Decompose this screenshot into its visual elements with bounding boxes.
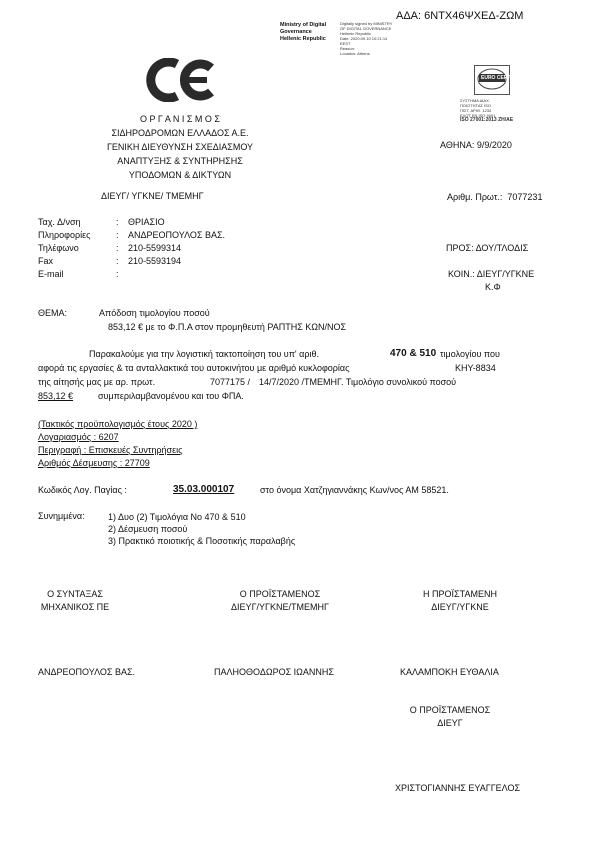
subject-label: ΘΕΜΑ:: [38, 308, 68, 318]
body-line4: συμπεριλαμβανομένου και του ΦΠΑ.: [98, 391, 244, 401]
date: ΑΘΗΝΑ: 9/9/2020: [440, 140, 512, 150]
total-amount: 853,12 €: [38, 391, 74, 401]
contact-phone: Τηλέφωνο : 210-5599314: [38, 243, 182, 253]
attachment-item: 3) Πρακτικό ποιοτικής & Ποσοτικής παραλαβής: [108, 536, 296, 546]
contact-fax: Fax : 210-5593194: [38, 256, 182, 266]
euro-cert-badge: EURO CERT: [474, 65, 510, 95]
attachment-item: 1) Δυο (2) Τιμολόγια Νο 470 & 510: [108, 512, 246, 522]
signature-name-director: ΧΡΙΣΤΟΓΙΑΝΝΗΣ ΕΥΑΓΓΕΛΟΣ: [395, 783, 521, 793]
signature-role-head-dept: Ο ΠΡΟΪΣΤΑΜΕΝΟΣ ΔΙΕΥΓ/ΥΓΚΝΕ/ΤΜΕΜΗΓ: [231, 589, 329, 612]
signature-role-head-div: Η ΠΡΟΪΣΤΑΜΕΝΗ ΔΙΕΥΓ/ΥΓΚΝΕ: [423, 589, 497, 612]
protocol-number: Αριθμ. Πρωτ.: 7077231: [447, 192, 543, 202]
attachment-item: 2) Δέσμευση ποσού: [108, 524, 188, 534]
recipient-cc2: Κ.Φ: [485, 282, 501, 292]
contact-address: Ταχ. Δ/νση : ΘΡΙΑΣΙΟ: [38, 217, 165, 227]
body-line2: αφορά τις εργασίες & τα ανταλλακτικά του αυτοκινήτου με αριθμό κυκλοφορίας: [38, 363, 350, 373]
plate-number: ΚΗΥ-8834: [455, 363, 496, 373]
signature-name-author: ΑΝΔΡΕΟΠΟΥΛΟΣ ΒΑΣ.: [38, 667, 136, 677]
subject-line1: Απόδοση τιμολογίου ποσού: [99, 308, 210, 318]
body-line3: της αίτησής μας με αρ. πρωτ.: [38, 377, 156, 387]
body-line1: Παρακαλούμε για την λογιστική τακτοποίηση του υπ' αριθ.: [89, 349, 319, 359]
body-line3-end: 14/7/2020 /ΤΜΕΜΗΓ. Τιμολόγιο συνολικού ποσού: [259, 377, 457, 387]
attachments-list: [108, 511, 295, 547]
budget-block: (Τακτικός προϋπολογισμός έτους 2020 ) Λογαριασμός : 6207 Περιγραφή : Επισκευές Συντηρήσεις Αριθμός Δέσμευσης : 27709: [38, 419, 198, 468]
ministry-name: Ministry of Digital Governance Hellenic Republic: [280, 22, 327, 42]
code-desc: στο όνομα Χατζηγιαννάκης Κων/νος ΑΜ 58521.: [260, 485, 449, 495]
request-protocol: 7077175 /: [210, 377, 251, 387]
ada-code: ΑΔΑ: 6ΝΤΧ46ΨΧΕΔ-ΖΩΜ: [396, 10, 524, 22]
invoice-numbers: 470 & 510: [390, 348, 437, 359]
signature-name-head-div: ΚΑΛΑΜΠΟΚΗ ΕΥΘΑΛΙΑ: [400, 667, 499, 677]
signature-role-author: Ο ΣΥΝΤΑΞΑΣ ΜΗΧΑΝΙΚΟΣ ΠΕ: [40, 589, 110, 612]
signature-name-head-dept: ΠΑΛΗΟΘΟΔΩΡΟΣ ΙΩΑΝΝΗΣ: [214, 667, 334, 677]
code-label: Κωδικός Λογ. Παγίας :: [38, 485, 127, 495]
contact-email: E-mail :: [38, 269, 119, 279]
ose-logo: [141, 58, 219, 102]
code-value: 35.03.000107: [173, 484, 235, 495]
digital-signature-text: Digitally signed by MINISTRY OF DIGITAL GOVERNANCE Hellenic Republic Date: 2020.09.10 10:21:14 EEST Reason: Location: Athens: [340, 21, 393, 56]
recipient-to: ΠΡΟΣ: ΔΟΥ/ΤΛΟΔΙΣ: [446, 243, 529, 253]
signature-role-director: Ο ΠΡΟΪΣΤΑΜΕΝΟΣ ΔΙΕΥΓ: [409, 705, 491, 728]
cert-text: ΣΥΣΤΗΜΑ ΔΙΑΧ. ΠΟΙΟΤΗΤΑΣ ISO ΠΙΣΤ. ΑΡΙΘ. 1234 ΕΛΟΤ EN ISO 9001 ISO 27001:2013 ΖΗ/ΑΕ: [460, 98, 514, 123]
subject-line2: 853,12 € με το Φ.Π.Α στον προμηθευτή ΡΑΠΤΗΣ ΚΩΝ/ΝΟΣ: [108, 322, 347, 332]
org-block: Ο Ρ Γ Α Ν Ι Σ Μ Ο Σ ΣΙΔΗΡΟΔΡΟΜΩΝ ΕΛΛΑΔΟΣ Α.Ε. ΓΕΝΙΚΗ ΔΙΕΥΘΥΝΣΗ ΣΧΕΔΙΑΣΜΟΥ ΑΝΑΠΤΥΞΗΣ & ΣΥΝΤΗΡΗΣΗΣ ΥΠΟΔΟΜΩΝ & ΔΙΚΤΥΩΝ: [106, 114, 254, 180]
department: ΔΙΕΥΓ/ ΥΓΚΝΕ/ ΤΜΕΜΗΓ: [101, 191, 204, 201]
contact-info: Πληροφορίες : ΑΝΔΡΕΟΠΟΥΛΟΣ ΒΑΣ.: [38, 230, 226, 240]
recipient-cc: ΚΟΙΝ.: ΔΙΕΥΓ/ΥΓΚΝΕ: [448, 269, 535, 279]
body-line1-end: τιμολογίου που: [440, 349, 500, 359]
attachments-label: Συνημμένα:: [38, 511, 85, 521]
